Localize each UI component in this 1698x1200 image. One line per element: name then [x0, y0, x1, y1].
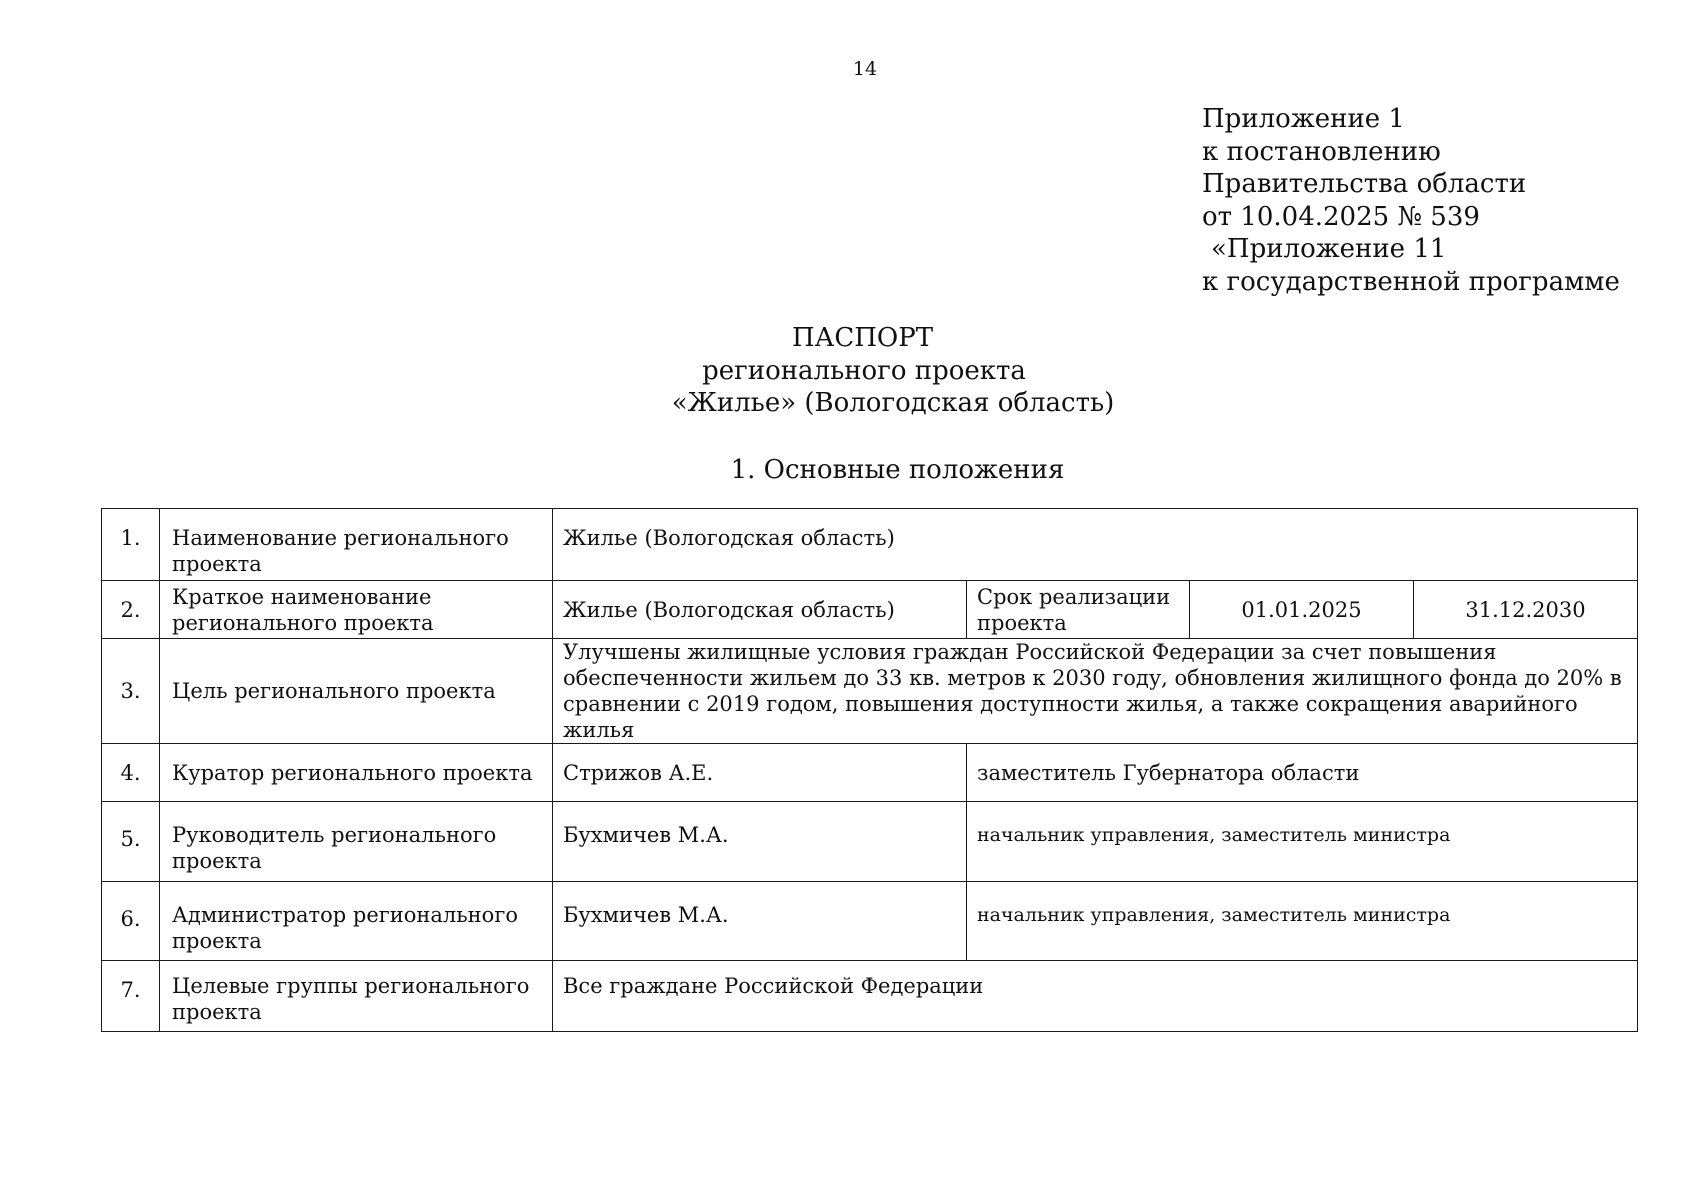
- row-number: 6.: [102, 882, 160, 961]
- person-name: Стрижов А.Е.: [553, 744, 967, 802]
- title-line-subtitle: регионального проекта: [702, 355, 1026, 386]
- person-position: заместитель Губернатора области: [967, 744, 1638, 802]
- row-label: Цель регионального проекта: [160, 639, 553, 744]
- row-label: Администратор регионального проекта: [160, 882, 553, 961]
- period-label: Срок реализации проекта: [967, 581, 1190, 639]
- appendix-line: «Приложение 11: [1211, 234, 1447, 265]
- row-number: 3.: [102, 639, 160, 744]
- appendix-line: от 10.04.2025 № 539: [1202, 201, 1480, 232]
- table-row: [102, 639, 1638, 744]
- appendix-line: к государственной программе: [1202, 266, 1620, 297]
- row-label: Наименование регионального проекта: [160, 509, 553, 581]
- row-number: 1.: [102, 509, 160, 581]
- appendix-line: Приложение 1: [1202, 104, 1405, 134]
- table-row: [102, 509, 1638, 581]
- table-row: [102, 802, 1638, 882]
- row-number: 4.: [102, 744, 160, 802]
- table-row: [102, 961, 1638, 1032]
- person-position: начальник управления, заместитель министра: [967, 802, 1638, 882]
- page-number: 14: [852, 58, 878, 80]
- row-value: Жилье (Вологодская область): [553, 581, 967, 639]
- row-number: 2.: [102, 581, 160, 639]
- person-name: Бухмичев М.А.: [553, 802, 967, 882]
- appendix-line: Правительства области: [1202, 169, 1527, 200]
- title-line-passport: ПАСПОРТ: [791, 323, 934, 353]
- table-row: [102, 744, 1638, 802]
- row-label: Целевые группы регионального проекта: [160, 961, 553, 1032]
- row-label: Краткое наименование регионального проекта: [160, 581, 553, 639]
- section-heading: 1. Основные положения: [730, 455, 1065, 485]
- title-line-project-name: «Жилье» (Вологодская область): [671, 388, 1115, 418]
- passport-table: [101, 508, 1638, 1032]
- appendix-line: к постановлению: [1202, 136, 1441, 167]
- row-value: Улучшены жилищные условия граждан Российской Федерации за счет повышения обеспеченности жильем до 33 кв. метров к 2030 году, обновления жилищного фонда до 20% в сравнении с 2019 годом, повышения доступности жилья, а также сокращения аварийного жилья: [553, 639, 1638, 744]
- appendix-block: [1202, 103, 1620, 299]
- row-value: Жилье (Вологодская область): [553, 509, 1638, 581]
- document-title: [0, 322, 1698, 420]
- row-number: 7.: [102, 961, 160, 1032]
- row-value: Все граждане Российской Федерации: [553, 961, 1638, 1032]
- period-start-date: 01.01.2025: [1190, 581, 1414, 639]
- row-label: Руководитель регионального проекта: [160, 802, 553, 882]
- person-position: начальник управления, заместитель министра: [967, 882, 1638, 961]
- period-end-date: 31.12.2030: [1414, 581, 1638, 639]
- row-label: Куратор регионального проекта: [160, 744, 553, 802]
- table-row: [102, 581, 1638, 639]
- row-number: 5.: [102, 802, 160, 882]
- table-row: [102, 882, 1638, 961]
- person-name: Бухмичев М.А.: [553, 882, 967, 961]
